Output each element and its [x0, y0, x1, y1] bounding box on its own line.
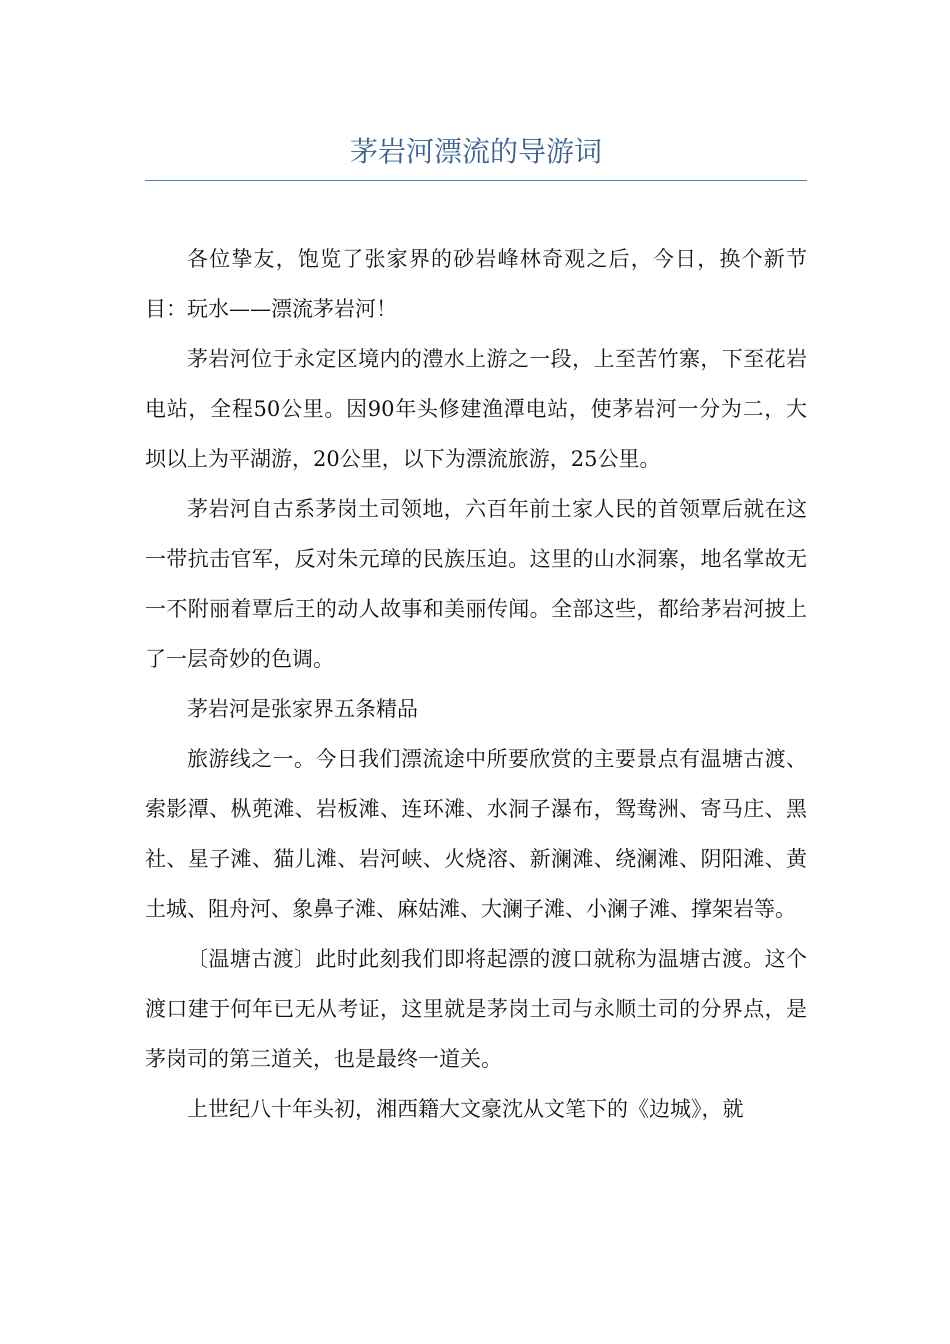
document-title: 茅岩河漂流的导游词 [349, 135, 602, 168]
paragraph-intro: 各位挚友，饱览了张家界的砂岩峰林奇观之后，今日，换个新节目：玩水——漂流茅岩河！ [145, 247, 807, 321]
paragraph-wentang-ferry: 〔温塘古渡〕此时此刻我们即将起漂的渡口就称为温塘古渡。这个渡口建于何年已无从考证，这里就是茅岗土司与永顺土司的分界点，是茅岗司的第三道关，也是最终一道关。 [145, 947, 807, 1071]
paragraph-location: 茅岩河位于永定区境内的澧水上游之一段，上至苦竹寨，下至花岩电站，全程50公里。因90年头修建渔潭电站，使茅岩河一分为二，大坝以上为平湖游，20公里，以下为漂流旅游，25公里。 [145, 347, 807, 471]
title-underline [145, 180, 807, 181]
paragraph-history: 茅岩河自古系茅岗土司领地，六百年前土家人民的首领覃后就在这一带抗击官军，反对朱元璋的民族压迫。这里的山水洞寨，地名掌故无一不附丽着覃后王的动人故事和美丽传闻。全部这些，都给茅岩河披上了一层奇妙的色调。 [145, 497, 807, 671]
paragraph-bian-cheng: 上世纪八十年头初，湘西籍大文豪沈从文笔下的《边城》，就 [187, 1097, 744, 1121]
paragraph-attractions: 旅游线之一。今日我们漂流途中所要欣赏的主要景点有温塘古渡、索影潭、枞蔸滩、岩板滩、连环滩、水洞子瀑布，鸳鸯洲、寄马庄、黑社、星子滩、猫儿滩、岩河峡、火烧溶、新澜滩、绕澜滩、阴阳滩、黄土城、阻舟河、象鼻子滩、麻姑滩、大澜子滩、小澜子滩、撑架岩等。 [145, 747, 807, 921]
paragraph-route-heading: 茅岩河是张家界五条精品 [187, 697, 418, 721]
document-body [145, 234, 807, 1134]
